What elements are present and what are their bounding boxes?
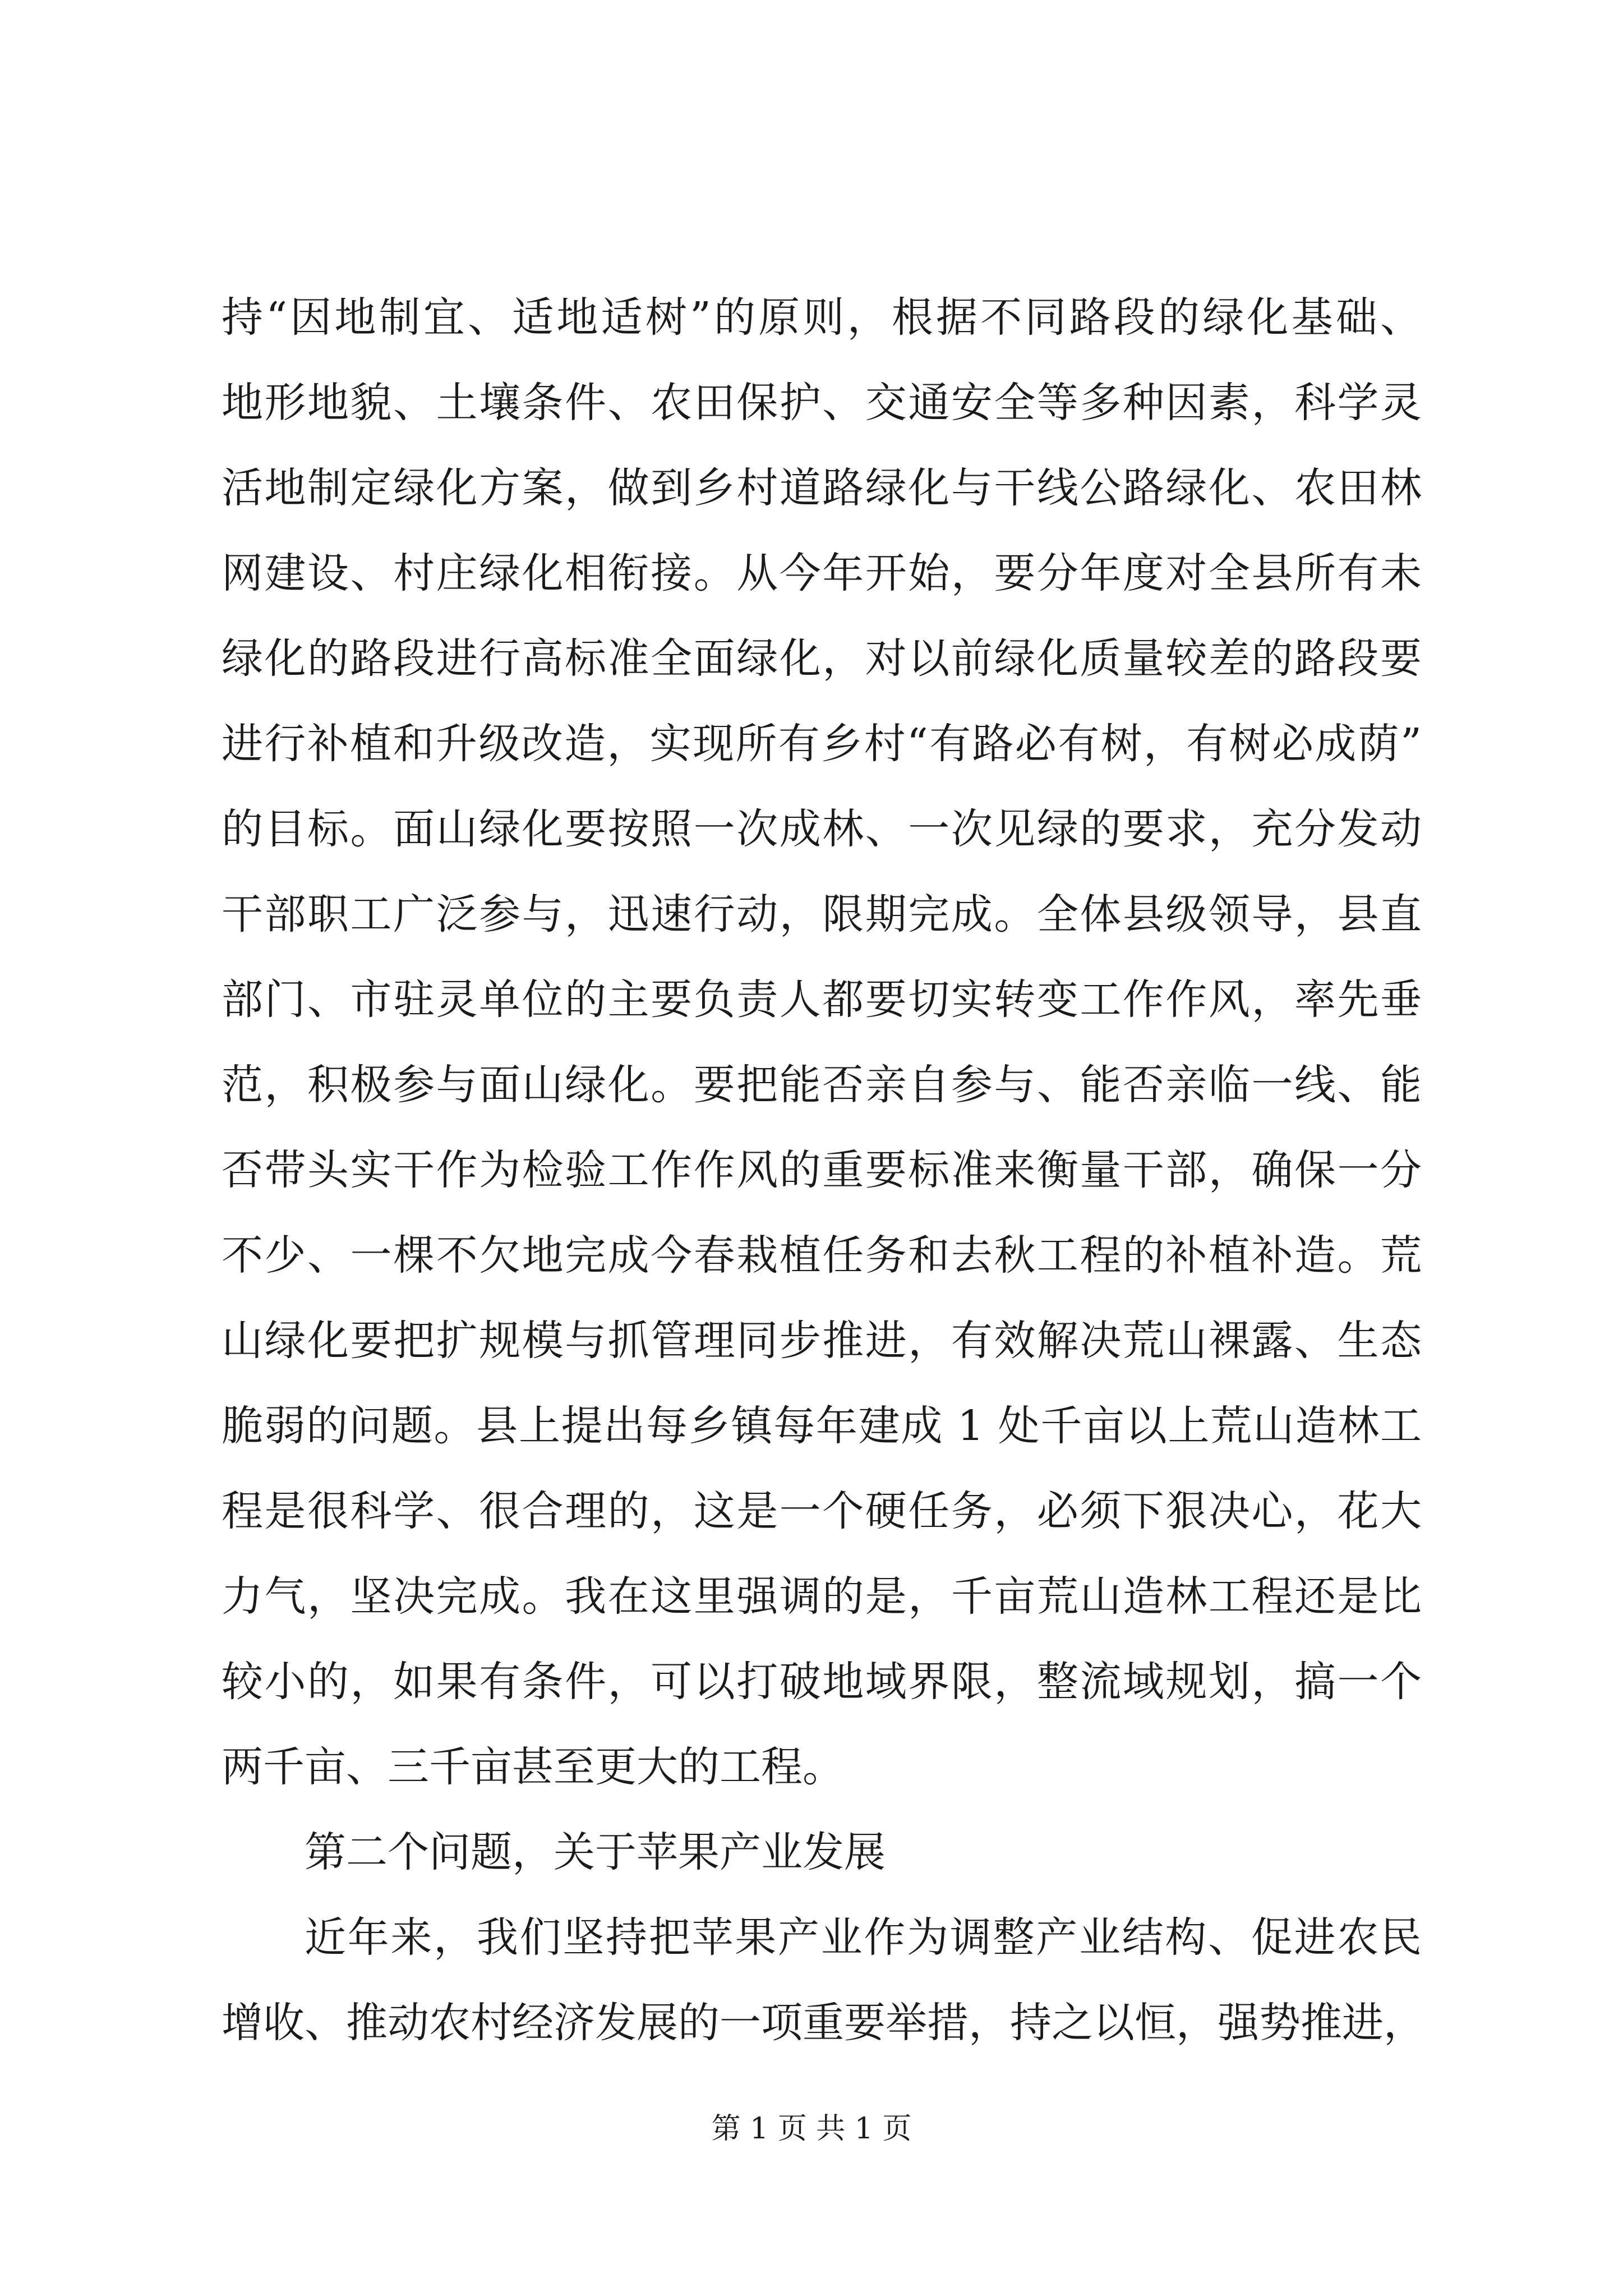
text-line: 地形地貌、土壤条件、农田保护、交通安全等多种因素，科学灵 xyxy=(222,379,1422,427)
text-line: 力气，坚决完成。我在这里强调的是，千亩荒山造林工程还是比 xyxy=(222,1572,1422,1621)
text-line: 进行补植和升级改造，实现所有乡村“有路必有树，有树必成荫” xyxy=(222,720,1422,768)
page-footer: 第 1 页 共 1 页 xyxy=(711,2112,912,2146)
text-line: 增收、推动农村经济发展的一项重要举措，持之以恒，强势推进， xyxy=(222,1999,1425,2047)
text-line: 绿化的路段进行高标准全面绿化，对以前绿化质量较差的路段要 xyxy=(222,634,1422,683)
text-line: 的目标。面山绿化要按照一次成林、一次见绿的要求，充分发动 xyxy=(222,805,1422,853)
section-heading: 第二个问题，关于苹果产业发展 xyxy=(305,1828,886,1876)
text-line: 较小的，如果有条件，可以打破地域界限，整流域规划，搞一个 xyxy=(222,1658,1422,1706)
text-line: 范，积极参与面山绿化。要把能否亲自参与、能否亲临一线、能 xyxy=(222,1061,1422,1109)
text-line: 活地制定绿化方案，做到乡村道路绿化与干线公路绿化、农田林 xyxy=(222,464,1422,512)
text-line: 否带头实干作为检验工作作风的重要标准来衡量干部，确保一分 xyxy=(222,1146,1422,1194)
text-line: 网建设、村庄绿化相衔接。从今年开始，要分年度对全县所有未 xyxy=(222,549,1422,597)
text-line: 两千亩、三千亩甚至更大的工程。 xyxy=(222,1743,844,1791)
document-body xyxy=(222,275,1425,2065)
text-line: 部门、市驻灵单位的主要负责人都要切实转变工作作风，率先垂 xyxy=(222,976,1422,1024)
text-line: 脆弱的问题。县上提出每乡镇每年建成 1 处千亩以上荒山造林工 xyxy=(222,1402,1422,1450)
text-line: 持“因地制宜、适地适树”的原则，根据不同路段的绿化基础、 xyxy=(222,293,1422,342)
text-line: 山绿化要把扩规模与抓管理同步推进，有效解决荒山裸露、生态 xyxy=(222,1317,1422,1365)
text-line: 干部职工广泛参与，迅速行动，限期完成。全体县级领导，县直 xyxy=(222,890,1422,938)
text-line: 近年来，我们坚持把苹果产业作为调整产业结构、促进农民 xyxy=(305,1913,1422,1962)
text-line: 程是很科学、很合理的，这是一个硬任务，必须下狠决心，花大 xyxy=(222,1487,1422,1535)
text-line: 不少、一棵不欠地完成今春栽植任务和去秋工程的补植补造。荒 xyxy=(222,1231,1422,1280)
